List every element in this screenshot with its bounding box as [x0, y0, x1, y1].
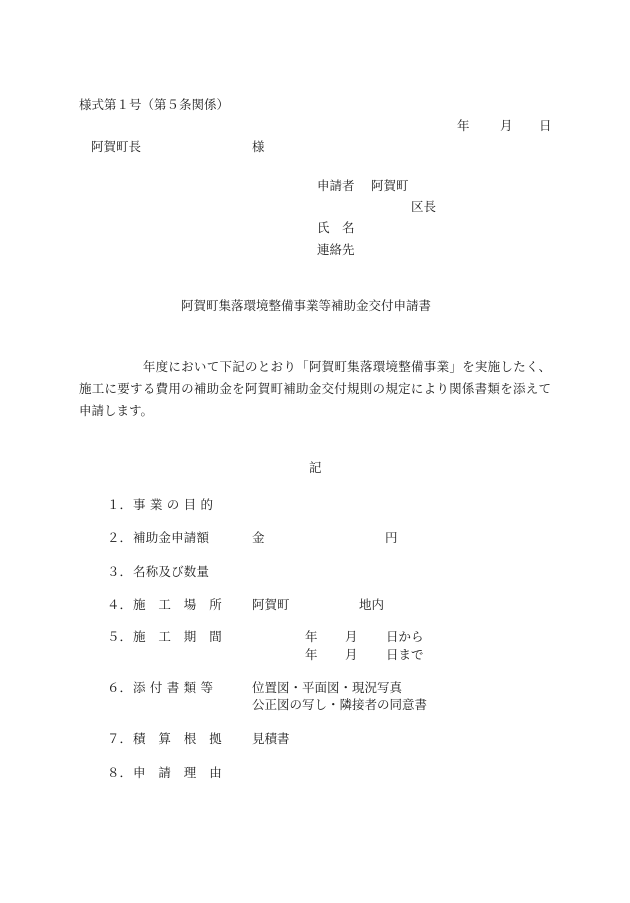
item-1-label: 事 業 の 目 的 [133, 497, 214, 512]
item-5-number: ５． [107, 629, 133, 644]
item-3-number: ３． [107, 564, 133, 579]
date-month: 月 [500, 118, 513, 133]
item-2-number: ２． [107, 530, 133, 545]
applicant-label: 申請者 [317, 178, 355, 193]
item-7-number: ７． [107, 731, 133, 746]
applicant-district-head: 区長 [411, 199, 437, 214]
item-4-label: 施 工 場 所 [133, 597, 222, 612]
item-6-line2: 公正図の写し・隣接者の同意書 [252, 697, 428, 712]
item-5-start-year: 年 [305, 629, 318, 644]
item-7-value: 見積書 [252, 731, 290, 746]
item-5-end-year: 年 [305, 647, 318, 662]
addressee-name: 阿賀町長 [91, 139, 142, 154]
item-5-label: 施 工 期 間 [133, 629, 222, 644]
date-day: 日 [539, 118, 552, 133]
item-2-label: 補助金申請額 [133, 530, 210, 545]
item-4-suffix: 地内 [359, 597, 385, 612]
item-4-number: ４． [107, 597, 133, 612]
applicant-name-label: 氏 名 [317, 220, 355, 235]
item-6-number: ６． [107, 680, 133, 695]
item-1-number: １． [107, 497, 133, 512]
item-4-value: 阿賀町 [252, 597, 290, 612]
item-7-label: 積 算 根 拠 [133, 731, 222, 746]
applicant-contact-label: 連絡先 [317, 242, 355, 257]
item-5-start-month: 月 [345, 629, 358, 644]
item-2-suffix: 円 [385, 530, 398, 545]
applicant-town: 阿賀町 [371, 178, 409, 193]
ki-heading: 記 [309, 460, 322, 475]
item-2-prefix: 金 [252, 530, 265, 545]
form-number: 様式第１号（第５条関係） [79, 97, 230, 112]
document-title: 阿賀町集落環境整備事業等補助金交付申請書 [181, 298, 432, 313]
item-5-end-month: 月 [345, 647, 358, 662]
item-5-end-day: 日まで [386, 647, 424, 662]
item-5-start-day: 日から [386, 629, 424, 644]
body-paragraph: 年度において下記のとおり「阿賀町集落環境整備事業」を実施したく、施工に要する費用の補助金を阿賀町補助金交付規則の規定により関係書類を添えて申請します。 [79, 359, 551, 418]
item-8-number: ８． [107, 765, 133, 780]
item-6-line1: 位置図・平面図・現況写真 [252, 680, 403, 695]
date-year: 年 [457, 118, 470, 133]
item-6-label: 添 付 書 類 等 [133, 680, 214, 695]
addressee-honorific: 様 [252, 139, 265, 154]
item-3-label: 名称及び数量 [133, 564, 210, 579]
item-8-label: 申 請 理 由 [133, 765, 222, 780]
